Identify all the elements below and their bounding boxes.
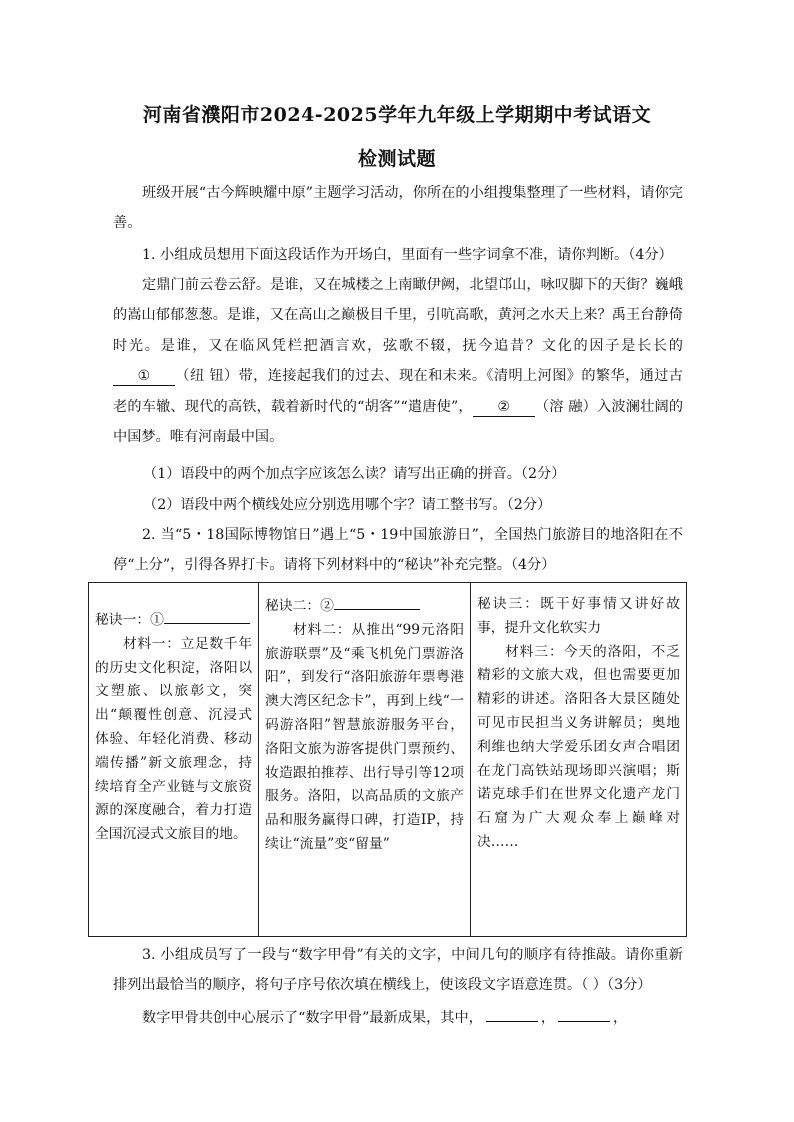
material-3-text: 材料三：今天的洛阳，不乏精彩的文旅大戏，但也需要更加精彩的讲述。洛阳各大景区随处可见市民担当义务讲解员；奥地利维也纳大学爱乐团女声合唱团在龙门高铁站现场即兴演唱；斯诺克球手们在世界文化遗产龙门石窟为广大观众奉上巅峰对决…… bbox=[477, 643, 680, 850]
passage-text-part-b: （纽 钮）带，连接起我们的过去、现在和未来。《清明上河图》的繁华，通过古老的车辙、现代的高铁，载着新时代的“胡客”“遣唐使”， bbox=[113, 368, 683, 415]
question-1-sub-1: （1）语段中的两个加点字应该怎么读？请写出正确的拼音。（2分） bbox=[143, 466, 566, 482]
passage-text-part-a: 定鼎门前云卷云舒。是谁，又在城楼之上南瞰伊阙，北望邙山，咏叹脚下的天街？巍峨的嵩山郁郁葱葱。是谁，又在高山之巅极目千里，引吭高歌，黄河之水天上来？禹王台静倚时光。是谁，又在临风凭栏把酒言欢，弦歌不辍，抚今追昔？文化的因子是长长的 bbox=[113, 277, 683, 354]
answer-blank-2[interactable]: ② bbox=[473, 398, 535, 417]
secret-2-blank[interactable] bbox=[334, 593, 420, 610]
question-3-stem: 3. 小组成员写了一段与“数字甲骨”有关的文字，中间几句的顺序有待推敲。请你重新排列出最恰当的顺序，将句子序号依次填在横线上，使该段文字语意连贯。（ ）（3分） bbox=[113, 947, 683, 994]
order-blank-1[interactable] bbox=[486, 1005, 538, 1022]
material-2-text: 材料二：从推出“99元洛阳旅游联票”及“乘飞机免门票游洛阳”，到发行“洛阳旅游年票粤港澳大湾区纪念卡”，再到上线“一码游洛阳”智慧旅游服务平台，洛阳文旅为游客提供门票预约、妆造跟拍推荐、出行导引等12项服务。洛阳，以高品质的文旅产品和服务赢得口碑，打造IP，持续让“流量”变“留量” bbox=[265, 621, 464, 852]
question-2-stem: 2. 当“5・18国际博物馆日”遇上“5・19中国旅游日”，全国热门旅游目的地洛阳在不停“上分”，引得各界打卡。请将下列材料中的“秘诀”补充完整。（4分） bbox=[113, 527, 683, 574]
order-blank-2[interactable] bbox=[558, 1005, 610, 1022]
secret-1-heading: 秘诀一：① bbox=[95, 607, 252, 633]
intro-paragraph: 班级开展“古今辉映耀中原”主题学习活动，你所在的小组搜集整理了一些材料，请你完善。 bbox=[113, 185, 683, 232]
question-3-passage bbox=[113, 1003, 683, 1033]
question-1-stem: 1. 小组成员想用下面这段话作为开场白，里面有一些字词拿不准，请你判断。（4分） bbox=[142, 247, 673, 263]
passage-text-part-c: （溶 融）入波澜壮阔的中国梦。唯有河南最中国。 bbox=[113, 398, 684, 446]
question-1-passage bbox=[113, 270, 683, 452]
secret-3-heading: 秘诀三：既干好事情又讲好故事，提升文化软实力 bbox=[477, 596, 680, 636]
exam-title: 河南省濮阳市2024-2025学年九年级上学期期中考试语文 bbox=[142, 104, 652, 126]
separator-1: ， bbox=[540, 1010, 556, 1026]
separator-2: ， bbox=[613, 1010, 628, 1026]
secret-2-heading: 秘诀二：② bbox=[265, 593, 464, 619]
passage-start-text: 数字甲骨共创中心展示了“数字甲骨”最新成果，其中， bbox=[142, 1010, 483, 1026]
material-1-text: 材料一：立足数千年的历史文化积淀，洛阳以文塑旅、以旅彰文，突出“颠覆性创意、沉浸式体验、年轻化消费、移动端传播”新文旅理念，持续培育全产业链与文旅资源的深度融合，着力打造全国沉浸式文旅目的地。 bbox=[95, 635, 252, 843]
secret-1-blank[interactable] bbox=[164, 607, 250, 624]
exam-subtitle: 检测试题 bbox=[357, 148, 436, 170]
secret-cell-2 bbox=[259, 583, 471, 937]
secret-cell-3 bbox=[471, 583, 687, 937]
question-1-sub-2: （2）语段中两个横线处应分别选用哪个字？请工整书写。（2分） bbox=[143, 497, 552, 513]
secrets-table bbox=[88, 582, 687, 937]
secret-cell-1 bbox=[89, 583, 259, 937]
answer-blank-1[interactable]: ① bbox=[113, 367, 175, 386]
